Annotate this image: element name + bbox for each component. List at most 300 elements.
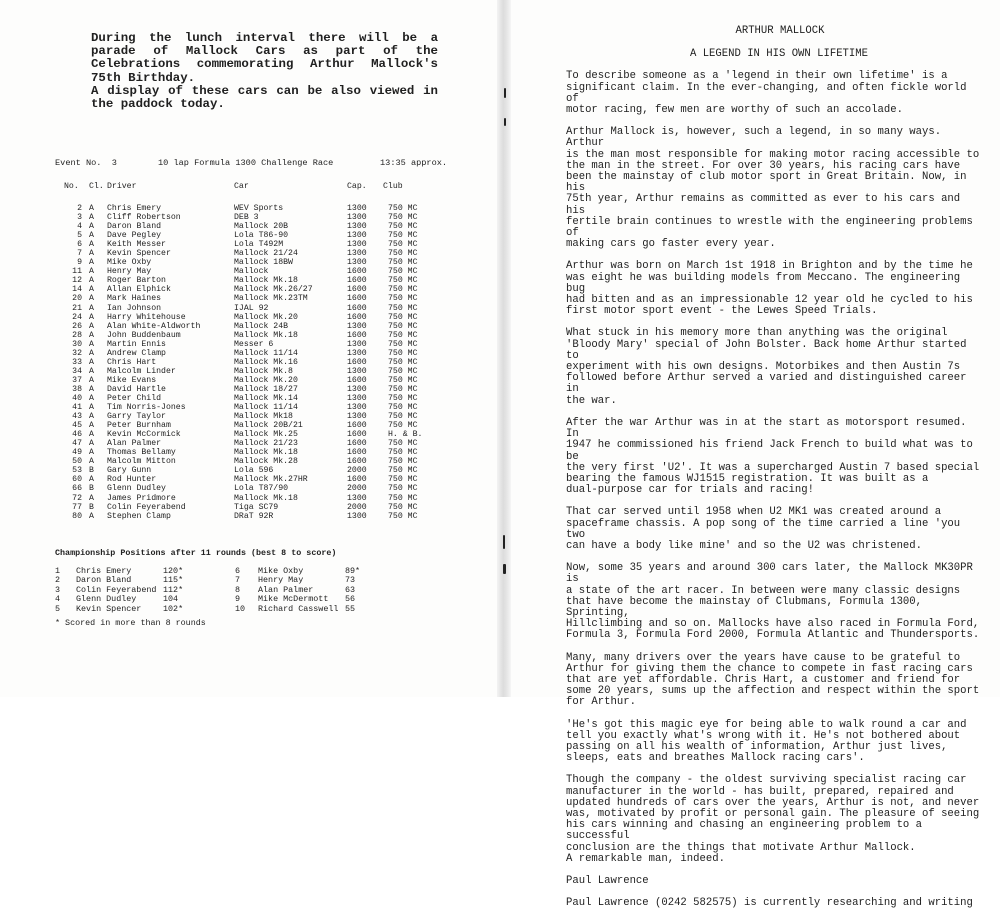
entry-class: A: [89, 430, 94, 440]
entry-capacity: 1600: [347, 330, 367, 340]
standings-row: [55, 594, 385, 603]
entry-row: [55, 358, 465, 367]
entry-car: Mallock 11/14: [234, 403, 298, 413]
entry-club: H. & B.: [388, 430, 423, 440]
entry-class: A: [89, 222, 94, 232]
entry-capacity: 1300: [347, 258, 367, 268]
entry-capacity: 1300: [347, 412, 367, 422]
header-no: No.: [64, 182, 79, 191]
entry-driver: Glenn Dudley: [107, 484, 166, 494]
entry-club: 750 MC: [388, 321, 418, 331]
entry-capacity: 1600: [347, 357, 367, 367]
binding-mark: [504, 118, 506, 126]
event-time: 13:35 approx.: [380, 158, 448, 168]
entry-club: 750 MC: [388, 303, 418, 313]
championship-standings: [55, 566, 385, 613]
entry-class: A: [89, 294, 94, 304]
standings-driver: Kevin Spencer: [76, 603, 142, 614]
entry-class: A: [89, 204, 94, 213]
entry-class: A: [89, 393, 94, 403]
entry-club: 750 MC: [388, 222, 418, 232]
notice-paragraph: A display of these cars can be also viewed in the paddock today.: [91, 83, 438, 112]
entry-club: 750 MC: [388, 339, 418, 349]
entry-class: A: [89, 231, 94, 241]
entry-class: A: [89, 439, 94, 449]
entry-capacity: 2000: [347, 466, 367, 476]
entry-club: 750 MC: [388, 348, 418, 358]
article-arthur-mallock: [566, 26, 982, 909]
entry-car: Mallock Mk.18: [234, 330, 298, 340]
entry-driver: Martin Ennis: [107, 339, 166, 349]
entry-number: 11: [72, 267, 82, 277]
entry-number: 7: [77, 249, 82, 259]
entry-row: [55, 340, 465, 349]
entry-club: 750 MC: [388, 393, 418, 403]
standings-position: 1: [55, 566, 61, 576]
entry-capacity: 1300: [347, 348, 367, 358]
entry-number: 37: [72, 375, 82, 385]
standings-position: 2: [55, 575, 61, 586]
entry-class: A: [89, 475, 94, 485]
standings-driver: Henry May: [258, 575, 304, 586]
entry-row: [55, 294, 465, 303]
entry-car: Lola T492M: [234, 240, 284, 250]
entry-capacity: 1600: [347, 421, 367, 431]
entry-row: [55, 484, 465, 493]
entry-number: 80: [72, 511, 82, 521]
entry-number: 60: [72, 475, 82, 485]
entry-class: A: [89, 457, 94, 467]
article-paragraph: 'He's got this magic eye for being able to walk round a car and tell you exactly what's wrong with it. He's not bothered about passing on all his wealth of information, Arthur just lives, sleeps, eats and breathes Mallock racing cars'.: [566, 718, 967, 765]
standings-driver: Glenn Dudley: [76, 594, 137, 605]
standings-points: 112*: [163, 584, 184, 595]
entry-car: Tiga SC79: [234, 502, 279, 512]
binding-mark: [503, 564, 506, 574]
entry-car: DRaT 92R: [234, 511, 274, 521]
entry-club: 750 MC: [388, 330, 418, 340]
entry-driver: Chris Hart: [107, 357, 157, 367]
entry-car: Mallock Mk.14: [234, 393, 298, 403]
entry-club: 750 MC: [388, 475, 418, 485]
entry-club: 750 MC: [388, 493, 418, 503]
entry-class: A: [89, 348, 94, 358]
entry-car: Mallock 24B: [234, 321, 289, 331]
entry-capacity: 1300: [347, 511, 367, 521]
entry-number: 9: [77, 258, 82, 268]
entry-number: 38: [72, 384, 82, 394]
entry-row: [55, 249, 465, 258]
entry-driver: Chris Emery: [107, 204, 162, 213]
entry-driver: Daron Bland: [107, 222, 162, 232]
entry-capacity: 1300: [347, 366, 367, 376]
entry-row: [55, 412, 465, 421]
entry-number: 33: [72, 357, 82, 367]
entry-number: 45: [72, 421, 82, 431]
entry-club: 750 MC: [388, 285, 418, 295]
entry-car: Lola 596: [234, 466, 274, 476]
entry-class: A: [89, 421, 94, 431]
entry-club: 750 MC: [388, 294, 418, 304]
entry-row: [55, 457, 465, 466]
standings-points: 115*: [163, 575, 184, 586]
article-author: Paul Lawrence: [566, 875, 649, 887]
article-paragraph: Now, some 35 years and around 300 cars later, the Mallock MK30PR is a state of the art racer. In between were many classic designs that have become the mainstay of Clubmans, Formula 1300, Sprinting, Hillclimbing and so on. Mallocks have also raced in Formula Ford, Formula 3, Formula Ford 2000, Formula Atlantic and Thundersports.: [566, 562, 980, 642]
entry-club: 750 MC: [388, 466, 418, 476]
entry-car: Mallock Mk.18: [234, 493, 298, 503]
standings-position: 6: [235, 566, 241, 576]
standings-points: 102*: [163, 603, 184, 614]
entry-number: 47: [72, 439, 82, 449]
entry-number: 21: [72, 303, 82, 313]
entry-club: 750 MC: [388, 375, 418, 385]
entry-number: 66: [72, 484, 82, 494]
entry-number: 4: [77, 222, 82, 232]
entry-car: Mallock 21/23: [234, 439, 298, 449]
entry-number: 41: [72, 403, 82, 413]
entry-club: 750 MC: [388, 231, 418, 241]
standings-driver: Mike Oxby: [258, 566, 304, 576]
entry-row: [55, 304, 465, 313]
entry-number: 30: [72, 339, 82, 349]
header-car: Car: [234, 182, 249, 191]
entry-number: 49: [72, 448, 82, 458]
entry-number: 46: [72, 430, 82, 440]
entry-club: 750 MC: [388, 448, 418, 458]
entry-capacity: 1300: [347, 213, 367, 223]
standings-position: 8: [235, 584, 241, 595]
entry-class: A: [89, 339, 94, 349]
entry-car: Lola T86-90: [234, 231, 289, 241]
entry-capacity: 1600: [347, 375, 367, 385]
entry-club: 750 MC: [388, 403, 418, 413]
entry-car: Mallock 20B/21: [234, 421, 303, 431]
entry-class: A: [89, 493, 94, 503]
entry-class: A: [89, 403, 94, 413]
entry-class: A: [89, 412, 94, 422]
entry-car: Mallock Mk18: [234, 412, 293, 422]
standings-driver: Chris Emery: [76, 566, 132, 576]
entry-club: 750 MC: [388, 267, 418, 277]
entry-number: 28: [72, 330, 82, 340]
standings-position: 10: [235, 603, 246, 614]
entry-club: 750 MC: [388, 357, 418, 367]
entry-row: [55, 494, 465, 503]
article-subtitle: A LEGEND IN HIS OWN LIFETIME: [689, 48, 868, 61]
article-paragraph: To describe someone as a 'legend in their own lifetime' is a significant claim. In the ever-changing, and often fickle world of motor racing, few men are worthy of such an accolade.: [566, 70, 967, 117]
entry-number: 14: [72, 285, 82, 295]
event-title: 10 lap Formula 1300 Challenge Race: [158, 158, 334, 168]
entry-driver: Harry Whitehouse: [107, 312, 186, 322]
article-title: ARTHUR MALLOCK: [735, 25, 825, 37]
entry-class: A: [89, 267, 94, 277]
entry-driver: Kevin Spencer: [107, 249, 171, 259]
standings-driver: Colin Feyerabend: [76, 584, 157, 595]
entry-club: 750 MC: [388, 484, 418, 494]
entry-number: 20: [72, 294, 82, 304]
entry-capacity: 1600: [347, 267, 367, 277]
entry-car: Mallock Mk.27HR: [234, 475, 308, 485]
entry-car: Mallock 21/24: [234, 249, 298, 259]
entry-capacity: 1300: [347, 204, 367, 213]
entry-row: [55, 439, 465, 448]
standings-position: 4: [55, 594, 61, 605]
entry-capacity: 2000: [347, 502, 367, 512]
entry-row: [55, 376, 465, 385]
left-page: [0, 0, 497, 697]
page-gutter: [497, 0, 511, 697]
entry-driver: Mark Haines: [107, 294, 162, 304]
entry-row: [55, 421, 465, 430]
entry-driver: Allan Elphick: [107, 285, 171, 295]
standings-points: 56: [345, 594, 356, 605]
standings-position: 9: [235, 594, 241, 605]
entry-capacity: 1300: [347, 393, 367, 403]
entry-class: A: [89, 249, 94, 259]
entry-driver: Gary Gunn: [107, 466, 152, 476]
entry-club: 750 MC: [388, 412, 418, 422]
entry-class: A: [89, 330, 94, 340]
entry-row: [55, 403, 465, 412]
entry-car: WEV Sports: [234, 204, 284, 213]
entry-club: 750 MC: [388, 240, 418, 250]
entry-capacity: 1300: [347, 231, 367, 241]
entry-driver: Ian Johnson: [107, 303, 162, 313]
entry-capacity: 1600: [347, 276, 367, 286]
entry-club: 750 MC: [388, 276, 418, 286]
entry-club: 750 MC: [388, 421, 418, 431]
entry-club: 750 MC: [388, 249, 418, 259]
entry-list-table: [55, 182, 465, 521]
entry-club: 750 MC: [388, 213, 418, 223]
entry-car: Mallock Mk.25: [234, 430, 298, 440]
entry-driver: Cliff Robertson: [107, 213, 181, 223]
event-heading: [55, 158, 465, 169]
entry-row: [55, 448, 465, 457]
entry-class: A: [89, 303, 94, 313]
entry-row: [55, 394, 465, 403]
entry-driver: Mike Evans: [107, 375, 157, 385]
entry-driver: Peter Burnham: [107, 421, 171, 431]
standings-position: 7: [235, 575, 241, 586]
entry-capacity: 2000: [347, 484, 367, 494]
entry-capacity: 1300: [347, 493, 367, 503]
entry-class: B: [89, 466, 94, 476]
article-paragraph: Though the company - the oldest surviving specialist racing car manufacturer in the world - has built, prepared, repaired and updated hundreds of cars over the years, Arthur is not, and never was, motivated by profit or personal gain. The pleasure of seeing his cars winning and chasing an engineering problem to a successful conclusion are the things that motivate Arthur Mallock. A remarkable man, indeed.: [566, 774, 980, 865]
entry-driver: Colin Feyerabend: [107, 502, 186, 512]
championship-footnote: * Scored in more than 8 rounds: [55, 618, 206, 628]
entry-class: A: [89, 375, 94, 385]
entry-number: 50: [72, 457, 82, 467]
entry-number: 24: [72, 312, 82, 322]
entry-number: 12: [72, 276, 82, 286]
article-body: [566, 71, 982, 865]
entry-car: Mallock Mk.18: [234, 276, 298, 286]
article-paragraph: That car served until 1958 when U2 MK1 was created around a spaceframe chassis. A pop song of the time carried a line 'you two can have a body like mine' and so the U2 was christened.: [566, 506, 961, 552]
entry-capacity: 1600: [347, 430, 367, 440]
entry-number: 2: [77, 204, 82, 213]
standings-points: 120*: [163, 566, 184, 576]
entry-row: [55, 512, 465, 521]
entry-class: A: [89, 448, 94, 458]
entry-class: A: [89, 258, 94, 268]
entry-number: 34: [72, 366, 82, 376]
header-driver: Driver: [107, 182, 137, 191]
standings-driver: Alan Palmer: [258, 584, 314, 595]
entry-number: 6: [77, 240, 82, 250]
entry-car: Mallock Mk.20: [234, 375, 298, 385]
entry-car: Mallock Mk.26/27: [234, 285, 313, 295]
entry-row: [55, 240, 465, 249]
entry-class: A: [89, 213, 94, 223]
entry-driver: Tim Norris-Jones: [107, 403, 186, 413]
entry-row: [55, 322, 465, 331]
entry-car: Mallock Mk.8: [234, 366, 293, 376]
entry-driver: Peter Child: [107, 393, 162, 403]
article-paragraph: After the war Arthur was in at the start as motorsport resumed. In 1947 he commissioned his friend Jack French to build what was to be the very first 'U2'. It was a supercharged Austin 7 based special bearing the famous WJ1515 registration. It was built as a dual-purpose car for trials and racing!: [566, 416, 980, 497]
entry-capacity: 1600: [347, 448, 367, 458]
lunch-parade-notice: [91, 32, 438, 111]
entry-row: [55, 430, 465, 439]
entry-car: Mallock 11/14: [234, 348, 298, 358]
standings-position: 5: [55, 603, 61, 614]
binding-mark: [503, 535, 505, 549]
entry-club: 750 MC: [388, 312, 418, 322]
entry-capacity: 1300: [347, 321, 367, 331]
entry-club: 750 MC: [388, 204, 418, 213]
entry-capacity: 1300: [347, 339, 367, 349]
entry-driver: Roger Barton: [107, 276, 166, 286]
entry-driver: James Pridmore: [107, 493, 176, 503]
entry-class: A: [89, 384, 94, 394]
entry-capacity: 1600: [347, 285, 367, 295]
standings-driver: Daron Bland: [76, 575, 132, 586]
entry-capacity: 1600: [347, 303, 367, 313]
entry-driver: Dave Pegley: [107, 231, 162, 241]
entry-number: 40: [72, 393, 82, 403]
article-paragraph: Many, many drivers over the years have cause to be grateful to Arthur for giving them the chance to compete in fast racing cars that are yet affordable. Chris Hart, a customer and friend for some 20 years, sums up the affection and respect within the sport for Arthur.: [566, 651, 980, 709]
entry-capacity: 1600: [347, 312, 367, 322]
header-class: Cl.: [89, 182, 104, 191]
entry-car: Mallock 20B: [234, 222, 289, 232]
entry-number: 5: [77, 231, 82, 241]
entry-driver: Malcolm Linder: [107, 366, 176, 376]
championship-title: Championship Positions after 11 rounds (best 8 to score): [55, 548, 337, 558]
standings-driver: Mike McDermott: [258, 594, 329, 605]
entry-row: [55, 349, 465, 358]
entry-car: Mallock Mk.16: [234, 357, 298, 367]
entry-club: 750 MC: [388, 258, 418, 268]
entry-car: Mallock: [234, 267, 269, 277]
header-club: Club: [383, 182, 403, 191]
entry-driver: Thomas Bellamy: [107, 448, 176, 458]
standings-points: 63: [345, 584, 356, 595]
standings-points: 73: [345, 575, 356, 586]
notice-paragraph: During the lunch interval there will be a parade of Mallock Cars as part of the Celebrations commemorating Arthur Mallock's 75th Birthday.: [91, 31, 438, 85]
entry-car: Mallock Mk.18: [234, 448, 298, 458]
entry-number: 77: [72, 502, 82, 512]
entry-driver: Stephen Clamp: [107, 511, 171, 521]
entry-car: Mallock 18BW: [234, 258, 293, 268]
entry-club: 750 MC: [388, 366, 418, 376]
article-paragraph: What stuck in his memory more than anything was the original 'Bloody Mary' special of John Bolster. Back home Arthur started to experiment with his own designs. Motorbikes and then Austin 7s followed before Arthur served a varied and distinguished career in the war.: [566, 327, 967, 407]
entry-driver: David Hartle: [107, 384, 166, 394]
entry-number: 53: [72, 466, 82, 476]
entry-driver: Henry May: [107, 267, 152, 277]
entry-driver: Garry Taylor: [107, 412, 166, 422]
entry-capacity: 1300: [347, 384, 367, 394]
entry-number: 3: [77, 213, 82, 223]
entry-class: A: [89, 366, 94, 376]
entry-row: [55, 231, 465, 240]
entry-number: 43: [72, 412, 82, 422]
standings-row: [55, 575, 385, 584]
entry-row: [55, 313, 465, 322]
entry-row: [55, 385, 465, 394]
entry-row: [55, 258, 465, 267]
entry-capacity: 1600: [347, 439, 367, 449]
entry-row: [55, 367, 465, 376]
entry-row: [55, 213, 465, 222]
entry-car: Mallock Mk.28: [234, 457, 298, 467]
entry-class: A: [89, 285, 94, 295]
article-footer-line: Paul Lawrence (0242 582575) is currently researching and writing: [566, 897, 973, 909]
standings-driver: Richard Casswell: [258, 603, 339, 614]
entry-number: 26: [72, 321, 82, 331]
binding-mark: [504, 88, 506, 98]
entry-car: IJAL 92: [234, 303, 269, 313]
entry-club: 750 MC: [388, 502, 418, 512]
entry-capacity: 1300: [347, 403, 367, 413]
entry-driver: John Buddenbaum: [107, 330, 181, 340]
entry-class: A: [89, 357, 94, 367]
entry-row: [55, 503, 465, 512]
article-paragraph: Arthur was born on March 1st 1918 in Brighton and by the time he was eight he was building models from Meccano. The engineering bug had bitten and as an impressionable 12 year old he cycled to his first motor sport event - the Lewes Speed Trials.: [566, 260, 973, 318]
standings-row: [55, 604, 385, 613]
entry-capacity: 1300: [347, 240, 367, 250]
entry-class: A: [89, 240, 94, 250]
entry-car: Mallock Mk.23TM: [234, 294, 308, 304]
entry-club: 750 MC: [388, 511, 418, 521]
entry-capacity: 1600: [347, 475, 367, 485]
entry-driver: Alan White-Aldworth: [107, 321, 201, 331]
entry-class: A: [89, 321, 94, 331]
entry-class: B: [89, 502, 94, 512]
entry-car: DEB 3: [234, 213, 259, 223]
entry-driver: Malcolm Mitton: [107, 457, 176, 467]
entry-row: [55, 331, 465, 340]
entry-capacity: 1600: [347, 294, 367, 304]
entry-table-header: [55, 182, 465, 204]
entry-driver: Keith Messer: [107, 240, 166, 250]
entry-capacity: 1300: [347, 222, 367, 232]
entry-row: [55, 204, 465, 213]
standings-points: 55: [345, 603, 356, 614]
entry-class: B: [89, 484, 94, 494]
standings-points: 104: [163, 594, 179, 605]
entry-car: Mallock Mk.20: [234, 312, 298, 322]
entry-club: 750 MC: [388, 457, 418, 467]
entry-car: Messer 6: [234, 339, 274, 349]
event-number: Event No. 3: [55, 158, 117, 168]
header-capacity: Cap.: [347, 182, 367, 191]
standings-row: [55, 566, 385, 575]
entry-driver: Mike Oxby: [107, 258, 152, 268]
entry-driver: Rod Hunter: [107, 475, 157, 485]
entry-driver: Alan Palmer: [107, 439, 162, 449]
entry-class: A: [89, 312, 94, 322]
entry-row: [55, 222, 465, 231]
standings-points: 89*: [345, 566, 361, 576]
